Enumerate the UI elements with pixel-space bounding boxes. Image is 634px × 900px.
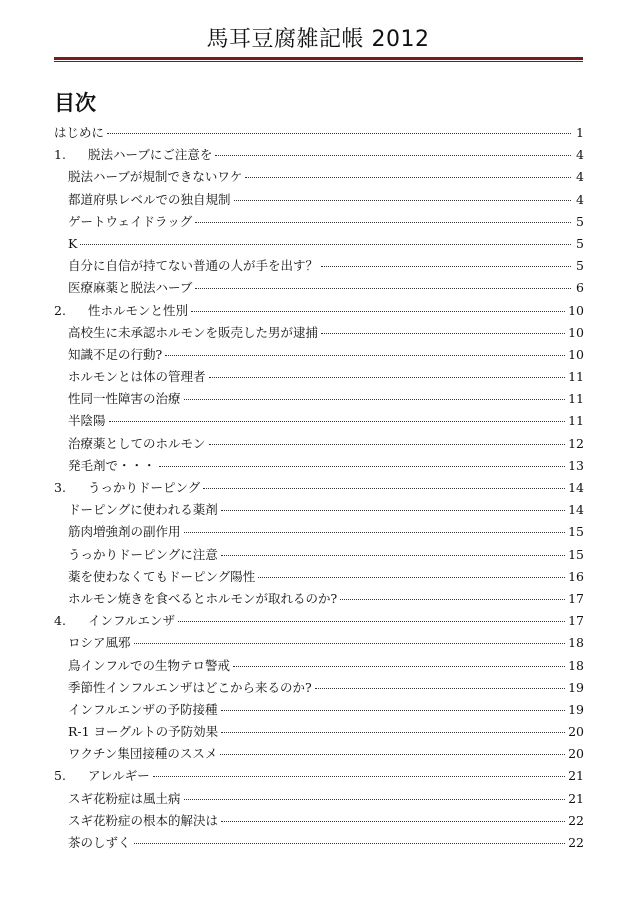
toc-entry-title: 発毛剤で・・・ [68, 457, 156, 473]
toc-entry-page-number: 14 [568, 502, 584, 518]
toc-entry-title: インフルエンザ [88, 613, 176, 629]
toc-entry-page-number: 19 [568, 679, 584, 695]
toc-entry-page-number: 4 [576, 147, 584, 163]
toc-entry[interactable] [54, 832, 584, 854]
toc-entry-page-number: 21 [568, 768, 584, 784]
toc-entry-title: K [68, 235, 78, 251]
toc-dot-leader [340, 599, 565, 600]
toc-dot-leader [221, 821, 565, 822]
toc-dot-leader [153, 776, 565, 777]
header-rule [54, 57, 583, 60]
toc-dot-leader [178, 621, 565, 622]
toc-dot-leader [233, 666, 565, 667]
toc-entry[interactable] [54, 788, 584, 810]
toc-entry-title: ワクチン集団接種のススメ [68, 746, 218, 762]
toc-entry-page-number: 22 [568, 812, 584, 828]
toc-entry[interactable] [54, 255, 584, 277]
toc-entry-title: うっかりドーピングに注意 [68, 546, 218, 562]
toc-entry-page-number: 4 [576, 191, 584, 207]
toc-dot-leader [165, 355, 565, 356]
toc-dot-leader [184, 799, 566, 800]
toc-dot-leader [191, 311, 565, 312]
toc-entry-title: 性同一性障害の治療 [68, 391, 181, 407]
toc-dot-leader [80, 244, 571, 245]
header-rule-thin [54, 61, 583, 62]
toc-dot-leader [245, 177, 571, 178]
toc-entry-title: うっかりドーピング [88, 480, 201, 495]
toc-entry-page-number: 21 [568, 790, 584, 806]
toc-dot-leader [195, 222, 571, 223]
toc-dot-leader [221, 510, 565, 511]
toc-entry[interactable] [54, 322, 584, 344]
toc-entry[interactable] [54, 610, 584, 632]
toc-entry-page-number: 11 [568, 369, 584, 385]
toc-entry-page-number: 5 [576, 213, 584, 229]
toc-entry-page-number: 16 [568, 568, 584, 584]
toc-entry-page-number: 11 [568, 391, 584, 407]
toc-entry-title: R-1 ヨーグルトの予防効果 [68, 724, 219, 740]
toc-entry-title: 高校生に未承認ホルモンを販売した男が逮捕 [68, 324, 319, 340]
toc-dot-leader [184, 532, 566, 533]
toc-entry[interactable] [54, 277, 584, 299]
toc-dot-leader [321, 266, 571, 267]
toc-entry-title: はじめに [54, 125, 105, 140]
toc-entry-title: スギ花粉症は風土病 [68, 790, 181, 806]
toc-entry-title: 医療麻薬と脱法ハーブ [68, 280, 193, 296]
toc-entry-number: 5. [54, 768, 66, 784]
toc-entry-number: 4. [54, 613, 66, 629]
toc-entry-page-number: 15 [568, 524, 584, 540]
toc-entry-number: 2. [54, 302, 66, 318]
toc-entry[interactable] [54, 521, 584, 543]
toc-entry[interactable] [54, 699, 584, 721]
toc-dot-leader [109, 421, 566, 422]
document-header-title: 馬耳豆腐雑記帳 2012 [206, 27, 430, 52]
toc-entry[interactable] [54, 632, 584, 654]
toc-entry-title: 性ホルモンと性別 [88, 302, 189, 318]
toc-entry[interactable] [54, 477, 584, 499]
toc-entry[interactable] [54, 455, 584, 477]
toc-dot-leader [134, 843, 566, 844]
toc-entry[interactable] [54, 388, 584, 410]
toc-entry-number: 1. [54, 147, 66, 163]
toc-entry-title: 知識不足の行動? [68, 346, 163, 362]
toc-entry[interactable] [54, 344, 584, 366]
toc-entry-title: ロシア風邪 [68, 635, 131, 651]
toc-entry-title: ホルモンとは体の管理者 [68, 369, 206, 385]
toc-entry[interactable] [54, 166, 584, 188]
toc-entry[interactable] [54, 366, 584, 388]
toc-entry-page-number: 20 [568, 746, 584, 762]
toc-entry-number: 3. [54, 480, 66, 495]
toc-entry-title: 脱法ハーブにご注意を [88, 147, 213, 163]
toc-entry[interactable] [54, 655, 584, 677]
toc-dot-leader [195, 288, 571, 289]
toc-entry-title: 半陰陽 [68, 413, 106, 429]
toc-entry-title: ドーピングに使われる薬剤 [68, 502, 218, 518]
toc-entry[interactable] [54, 566, 584, 588]
toc-dot-leader [134, 643, 566, 644]
toc-entry-page-number: 12 [568, 435, 584, 451]
toc-entry-title: スギ花粉症の根本的解決は [68, 812, 219, 828]
table-of-contents [54, 122, 584, 854]
toc-dot-leader [221, 710, 566, 711]
toc-entry-page-number: 5 [576, 235, 584, 251]
toc-entry-title: アレルギー [88, 768, 150, 784]
toc-entry-page-number: 13 [568, 457, 584, 473]
toc-entry-title: 自分に自信が持てない普通の人が手を出す？ [68, 258, 319, 274]
toc-entry-title: 茶のしずく [68, 835, 131, 850]
toc-entry[interactable] [54, 144, 584, 166]
toc-entry[interactable] [54, 433, 584, 455]
toc-entry-page-number: 22 [568, 835, 584, 850]
toc-entry-page-number: 10 [568, 324, 584, 340]
toc-dot-leader [221, 555, 565, 556]
toc-dot-leader [234, 200, 571, 201]
toc-entry-page-number: 4 [576, 169, 584, 185]
toc-entry[interactable] [54, 233, 584, 255]
toc-entry-title: インフルエンザの予防接種 [68, 701, 218, 717]
toc-dot-leader [220, 754, 565, 755]
toc-entry[interactable] [54, 743, 584, 765]
toc-dot-leader [321, 333, 565, 334]
toc-entry-title: 治療薬としてのホルモン [68, 435, 206, 451]
toc-entry-page-number: 15 [568, 546, 584, 562]
toc-entry-title: 薬を使わなくてもドーピング陽性 [68, 568, 256, 584]
toc-entry-page-number: 6 [576, 280, 584, 296]
toc-dot-leader [184, 399, 566, 400]
toc-entry-page-number: 10 [568, 302, 584, 318]
toc-entry-title: 鳥インフルでの生物テロ警戒 [68, 657, 231, 673]
toc-entry-title: 筋肉増強剤の副作用 [68, 524, 181, 540]
toc-dot-leader [258, 577, 565, 578]
toc-entry-title: 都道府県レベルでの独自規制 [68, 191, 231, 207]
toc-entry[interactable] [54, 677, 584, 699]
toc-entry-page-number: 10 [568, 346, 584, 362]
toc-entry-page-number: 14 [568, 480, 584, 495]
toc-entry-page-number: 18 [568, 657, 584, 673]
toc-entry[interactable] [54, 300, 584, 322]
toc-dot-leader [209, 444, 566, 445]
toc-dot-leader [215, 155, 571, 156]
toc-entry[interactable] [54, 211, 584, 233]
toc-entry[interactable] [54, 765, 584, 787]
toc-entry[interactable] [54, 810, 584, 832]
toc-dot-leader [203, 488, 565, 489]
toc-entry-page-number: 1 [576, 125, 584, 140]
toc-entry[interactable] [54, 721, 584, 743]
toc-entry-page-number: 11 [568, 413, 584, 429]
toc-entry-page-number: 17 [568, 613, 584, 629]
toc-entry[interactable] [54, 499, 584, 521]
toc-dot-leader [221, 732, 565, 733]
toc-entry[interactable] [54, 410, 584, 432]
toc-dot-leader [159, 466, 566, 467]
toc-entry-title: 季節性インフルエンザはどこから来るのか? [68, 679, 312, 695]
toc-entry-page-number: 18 [568, 635, 584, 651]
toc-entry-page-number: 5 [576, 258, 584, 274]
toc-entry-page-number: 17 [568, 590, 584, 606]
toc-heading: 目次 [54, 91, 96, 115]
toc-dot-leader [107, 133, 571, 134]
toc-entry-title: ホルモン焼きを食べるとホルモンが取れるのか? [68, 590, 338, 606]
toc-dot-leader [315, 688, 565, 689]
toc-entry-title: 脱法ハーブが規制できないワケ [68, 169, 243, 185]
toc-entry-page-number: 20 [568, 724, 584, 740]
toc-entry[interactable] [54, 122, 584, 144]
toc-entry-title: ゲートウェイドラッグ [68, 213, 193, 229]
toc-entry[interactable] [54, 544, 584, 566]
toc-entry-page-number: 19 [568, 701, 584, 717]
toc-entry[interactable] [54, 588, 584, 610]
toc-dot-leader [209, 377, 566, 378]
toc-entry[interactable] [54, 189, 584, 211]
